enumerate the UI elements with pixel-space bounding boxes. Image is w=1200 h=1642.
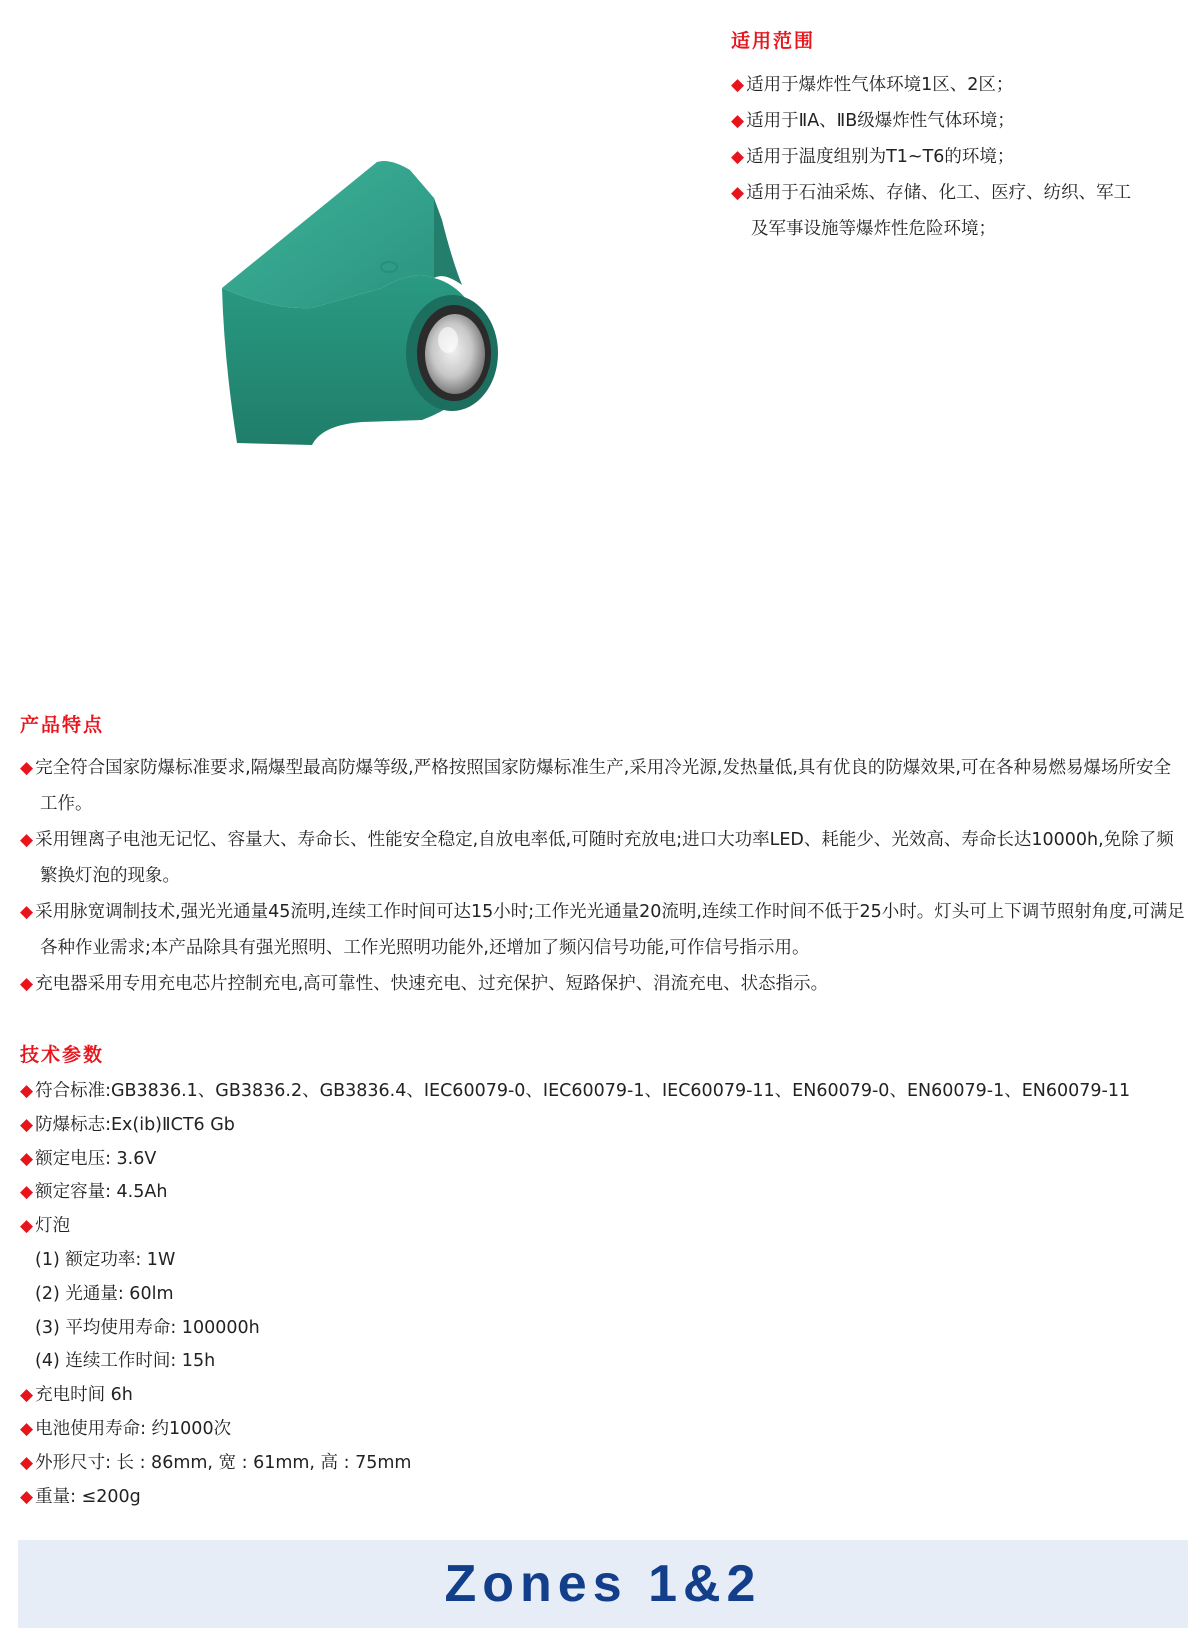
bullet-diamond-icon: ◆ — [731, 111, 745, 131]
specs-list — [20, 1075, 1190, 1514]
bullet-diamond-icon: ◆ — [20, 902, 34, 922]
list-item: ◆ 完全符合国家防爆标准要求,隔爆型最高防爆等级,严格按照国家防爆标准生产,采用冷光源,发热量低,具有优良的防爆效果,可在各种易燃易爆场所安全工作。 — [20, 758, 1171, 814]
bullet-diamond-icon: ◆ — [20, 1148, 34, 1169]
spec-voltage: ◆ 额定电压: 3.6V — [20, 1148, 157, 1169]
bullet-diamond-icon: ◆ — [731, 75, 745, 95]
list-item: ◆ 适用于ⅡA、ⅡB级爆炸性气体环境； — [731, 111, 1015, 131]
bullet-diamond-icon: ◆ — [731, 183, 745, 203]
bullet-diamond-icon: ◆ — [20, 1486, 34, 1507]
spec-weight: ◆ 重量: ≤200g — [20, 1486, 141, 1507]
bullet-diamond-icon: ◆ — [20, 1452, 34, 1473]
scope-list — [731, 67, 1181, 247]
list-item: ◆ 采用脉宽调制技术,强光光通量45流明,连续工作时间可达15小时;工作光光通量20流明,连续工作时间不低于25小时。灯头可上下调节照射角度,可满足各种作业需求;本产品除具有强光照明、工作光照明功能外,还增加了频闪信号功能,可作信号指示用。 — [20, 902, 1185, 958]
list-item: ◆ 适用于石油采炼、存储、化工、医疗、纺织、军工 及军事设施等爆炸性危险环境； — [731, 175, 1181, 247]
scope-heading: 适用范围 — [731, 30, 816, 52]
bullet-diamond-icon: ◆ — [20, 830, 34, 850]
specs-heading: 技术参数 — [20, 1044, 105, 1066]
bullet-diamond-icon: ◆ — [20, 1418, 34, 1439]
spec-ex-marking: ◆ 防爆标志:Ex(ib)ⅡCT6 Gb — [20, 1114, 235, 1135]
features-list — [20, 750, 1185, 1002]
bullet-diamond-icon: ◆ — [20, 758, 34, 778]
zone-banner — [18, 1540, 1188, 1628]
spec-charge-time: ◆ 充电时间 6h — [20, 1385, 133, 1406]
spec-dimensions: ◆ 外形尺寸: 长 : 86mm, 宽 : 61mm, 高 : 75mm — [20, 1452, 412, 1473]
list-item: ◆ 充电器采用专用充电芯片控制充电,高可靠性、快速充电、过充保护、短路保护、涓流充电、状态指示。 — [20, 974, 829, 994]
spec-capacity: ◆ 额定容量: 4.5Ah — [20, 1182, 168, 1203]
bullet-diamond-icon: ◆ — [20, 1385, 34, 1406]
bullet-diamond-icon: ◆ — [20, 1182, 34, 1203]
bullet-diamond-icon: ◆ — [20, 1114, 34, 1135]
spec-standard: ◆ 符合标准:GB3836.1、GB3836.2、GB3836.4、IEC60079-0、IEC60079-1、IEC60079-11、EN60079-0、EN60079-1、EN60079-11 — [20, 1081, 1131, 1101]
bullet-diamond-icon: ◆ — [20, 974, 34, 994]
list-item: ◆ 适用于爆炸性气体环境1区、2区； — [731, 75, 1014, 95]
list-item: ◆ 采用锂离子电池无记忆、容量大、寿命长、性能安全稳定,自放电率低,可随时充放电;进口大功率LED、耗能少、光效高、寿命长达10000h,免除了频繁换灯泡的现象。 — [20, 830, 1174, 886]
product-image — [212, 160, 522, 480]
bullet-diamond-icon: ◆ — [20, 1081, 34, 1101]
list-item-continuation: 及军事设施等爆炸性危险环境； — [751, 219, 996, 239]
spec-bulb-life: (3) 平均使用寿命: 100000h — [35, 1317, 260, 1338]
features-heading: 产品特点 — [20, 714, 105, 736]
spec-battery-life: ◆ 电池使用寿命: 约1000次 — [20, 1418, 232, 1439]
list-item: ◆ 适用于温度组别为T1~T6的环境； — [731, 147, 1015, 167]
spec-bulb-time: (4) 连续工作时间: 15h — [35, 1351, 216, 1372]
bullet-diamond-icon: ◆ — [731, 147, 745, 167]
bullet-diamond-icon: ◆ — [20, 1216, 34, 1237]
spec-bulb-flux: (2) 光通量: 60lm — [35, 1283, 174, 1304]
spec-bulb: ◆ 灯泡 — [20, 1216, 71, 1237]
zone-banner-text: Zones 1&2 — [444, 1555, 762, 1613]
spec-bulb-power: (1) 额定功率: 1W — [35, 1249, 176, 1270]
